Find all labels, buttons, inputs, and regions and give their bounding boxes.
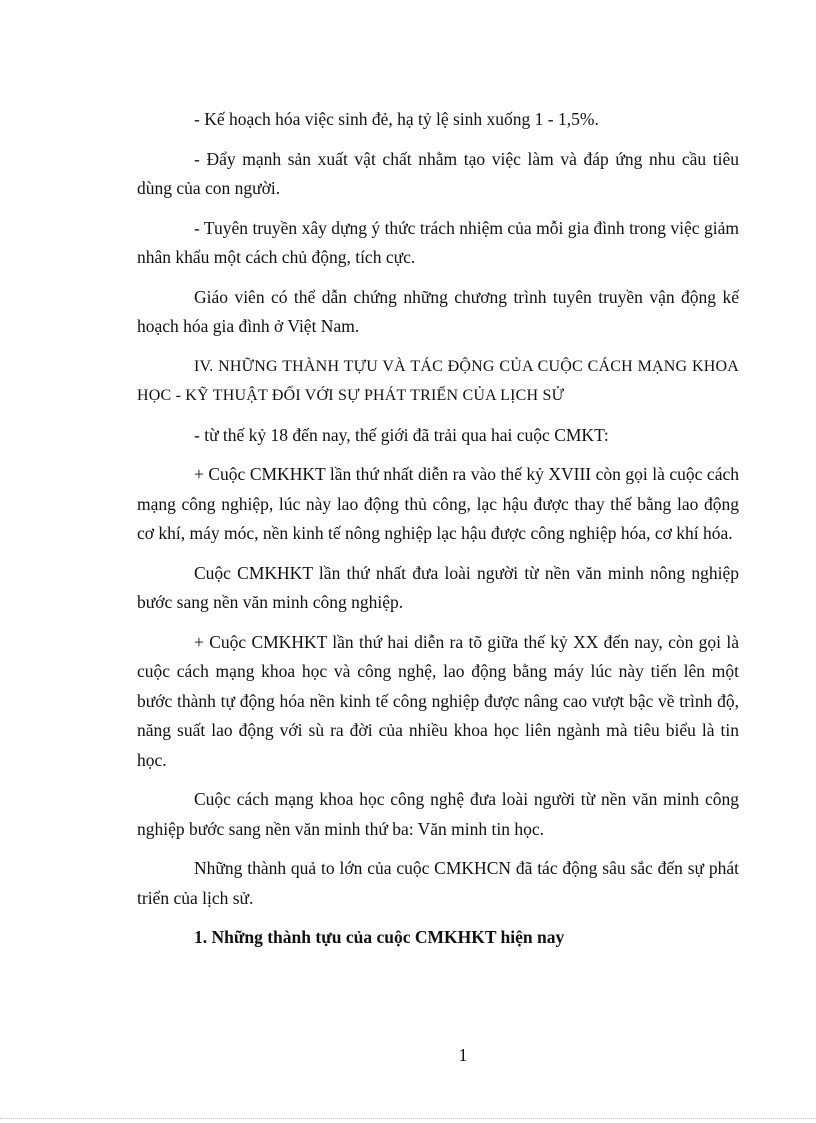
page-number: 1	[458, 1045, 468, 1065]
paragraph-impact: Những thành quả to lớn của cuộc CMKHCN đã tác động sâu sắc đến sự phát triển của lịch sử.	[137, 858, 739, 908]
paragraph-first-revolution: + Cuộc CMKHKT lần thứ nhất diễn ra vào thế kỷ XVIII còn gọi là cuộc cách mạng công nghiệp, lúc này lao động thủ công, lạc hậu được thay thế bằng lao động cơ khí, máy móc, nền kinh tế nông nghiệp lạc hậu được công nghiệp hóa, cơ khí hóa.	[137, 464, 739, 543]
paragraph-first-revolution-result: Cuộc CMKHKT lần thứ nhất đưa loài người từ nền văn minh nông nghiệp bước sang nền văn minh công nghiệp.	[137, 562, 739, 612]
page-body	[137, 105, 739, 963]
paragraph-second-revolution: + Cuộc CMKHKT lần thứ hai diễn ra tõ giữa thế kỷ XX đến nay, còn gọi là cuộc cách mạng khoa học và công nghệ, lao động bằng máy lúc này tiến lên một bước thành tự động hóa nền kinh tế công nghiệp được nâng cao vượt bậc về trình độ, năng suất lao động với sù ra đời của nhiều khoa học liên ngành mà tiêu biểu là tin học.	[137, 631, 739, 770]
paragraph-production: - Đẩy mạnh sản xuất vật chất nhằm tạo việc làm và đáp ứng nhu cầu tiêu dùng của con người.	[137, 148, 739, 198]
paragraph-propaganda: - Tuyên truyền xây dựng ý thức trách nhiệm của mỗi gia đình trong việc giảm nhân khẩu một cách chủ động, tích cực.	[137, 217, 739, 267]
paragraph-teacher-note: Giáo viên có thể dẫn chứng những chương trình tuyên truyền vận động kế hoạch hóa gia đình ở Việt Nam.	[137, 286, 739, 336]
paragraph-since-18th-century: - từ thế kỷ 18 đến nay, thế giới đã trải qua hai cuộc CMKT:	[194, 424, 609, 445]
section-heading-iv: IV. NHỮNG THÀNH TỰU VÀ TÁC ĐỘNG CỦA CUỘC CÁCH MẠNG KHOA HỌC - KỸ THUẬT ĐỐI VỚI SỰ PHÁT TRIỂN CỦA LỊCH SỬ	[137, 357, 739, 404]
page-bottom-divider	[0, 1118, 816, 1119]
subheading-achievements: 1. Những thành tựu của cuộc CMKHKT hiện nay	[194, 927, 565, 947]
paragraph-birth-planning: - Kế hoạch hóa việc sinh đẻ, hạ tỷ lệ sinh xuống 1 - 1,5%.	[194, 109, 599, 129]
paragraph-second-revolution-result: Cuộc cách mạng khoa học công nghệ đưa loài người từ nền văn minh công nghiệp bước sang nền văn minh thứ ba: Văn minh tin học.	[137, 789, 739, 839]
